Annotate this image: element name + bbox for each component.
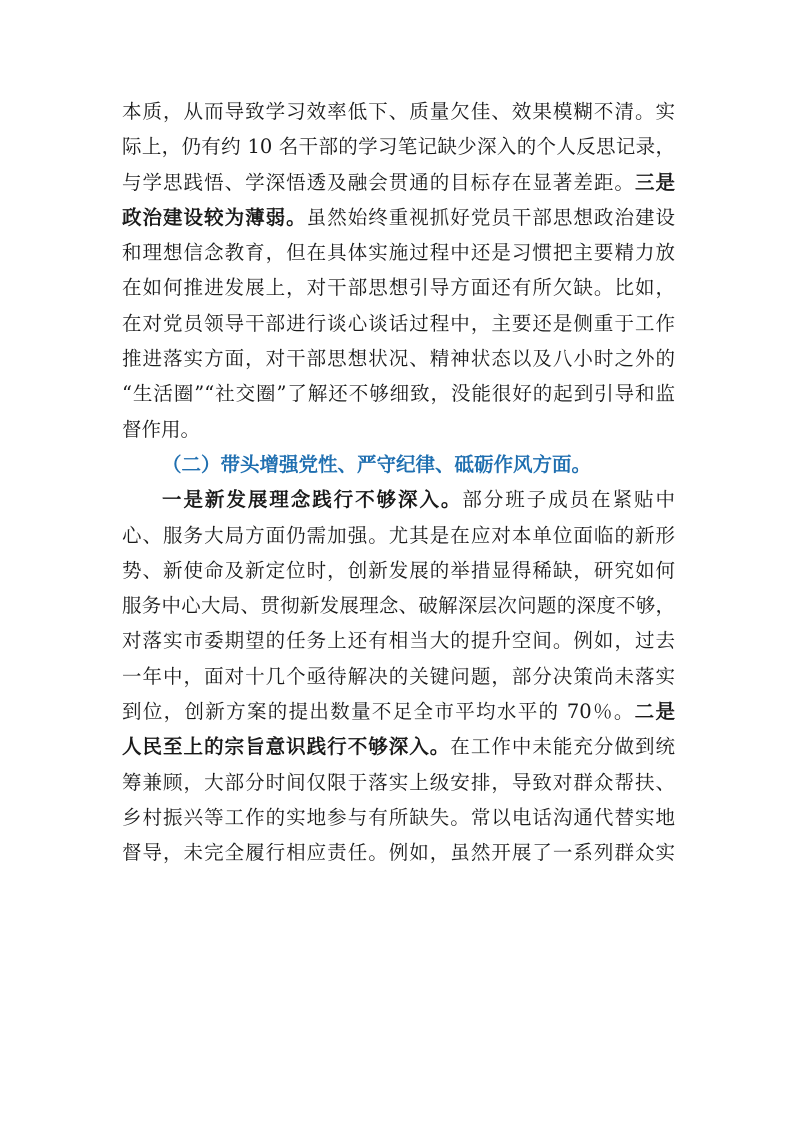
text-line: 本质，从而导致学习效率低下、质量欠佳、效果模糊不清。实 (122, 100, 675, 123)
text-line: 在对党员领导干部进行谈心谈话过程中，主要还是侧重于工作 (122, 311, 675, 335)
text-line: 督导，未完全履行相应责任。例如，虽然开展了一系列群众实 (122, 841, 675, 865)
text-line: 服务中心大局、贯彻新发展理念、破解深层次问题的深度不够， (122, 594, 675, 618)
text-line: 筹兼顾，大部分时间仅限于落实上级安排，导致对群众帮扶、 (122, 770, 675, 794)
point-title: 新发展理念践行不够深入。 (204, 488, 463, 512)
text-line: “生活圈”“社交圈”了解还不够细致，没能很好的起到引导和监 (122, 382, 675, 406)
text-line: 和理想信念教育，但在具体实施过程中还是习惯把主要精力放 (122, 241, 675, 265)
text-line: 一年中，面对十几个亟待解决的关键问题，部分决策尚未落实 (122, 664, 675, 688)
enumeration-marker: 一是 (162, 488, 205, 512)
section-heading: （二）带头增强党性、严守纪律、砥砺作风方面。 (162, 452, 592, 476)
document-body (122, 94, 675, 871)
point-title: 政治建设较为薄弱。 (122, 205, 307, 229)
text-line: 督作用。 (122, 417, 201, 441)
text-run: 虽然始终重视抓好党员干部思想政治建设 (306, 205, 675, 229)
text-line: 推进落实方面，对干部思想状况、精神状态以及八小时之外的 (122, 347, 675, 371)
text-line (122, 729, 675, 764)
text-line: 在如何推进发展上，对干部思想引导方面还有所欠缺。比如， (122, 276, 675, 300)
text-line (122, 694, 675, 729)
enumeration-marker: 三是 (634, 170, 675, 194)
text-line (122, 482, 675, 517)
text-line: 势、新使命及新定位时，创新发展的举措显得稀缺，研究如何 (122, 558, 675, 582)
text-run: 到位，创新方案的提出数量不足全市平均水平的 70％。 (122, 700, 635, 724)
enumeration-marker: 二是 (634, 700, 675, 724)
text-line: 乡村振兴等工作的实地参与有所缺失。常以电话沟通代替实地 (122, 805, 675, 829)
point-title: 人民至上的宗旨意识践行不够深入。 (122, 735, 451, 759)
text-run: 部分班子成员在紧贴中 (462, 488, 675, 512)
text-line (122, 165, 675, 200)
text-run: 与学思践悟、学深悟透及融会贯通的目标存在显著差距。 (122, 170, 635, 194)
text-run: 在工作中未能充分做到统 (450, 735, 675, 759)
text-line: 心、服务大局方面仍需加强。尤其是在应对本单位面临的新形 (122, 523, 675, 547)
text-line: 对落实市委期望的任务上还有相当大的提升空间。例如，过去 (122, 629, 675, 653)
text-line (122, 200, 675, 235)
text-line: 际上，仍有约 10 名干部的学习笔记缺少深入的个人反思记录， (122, 135, 675, 159)
